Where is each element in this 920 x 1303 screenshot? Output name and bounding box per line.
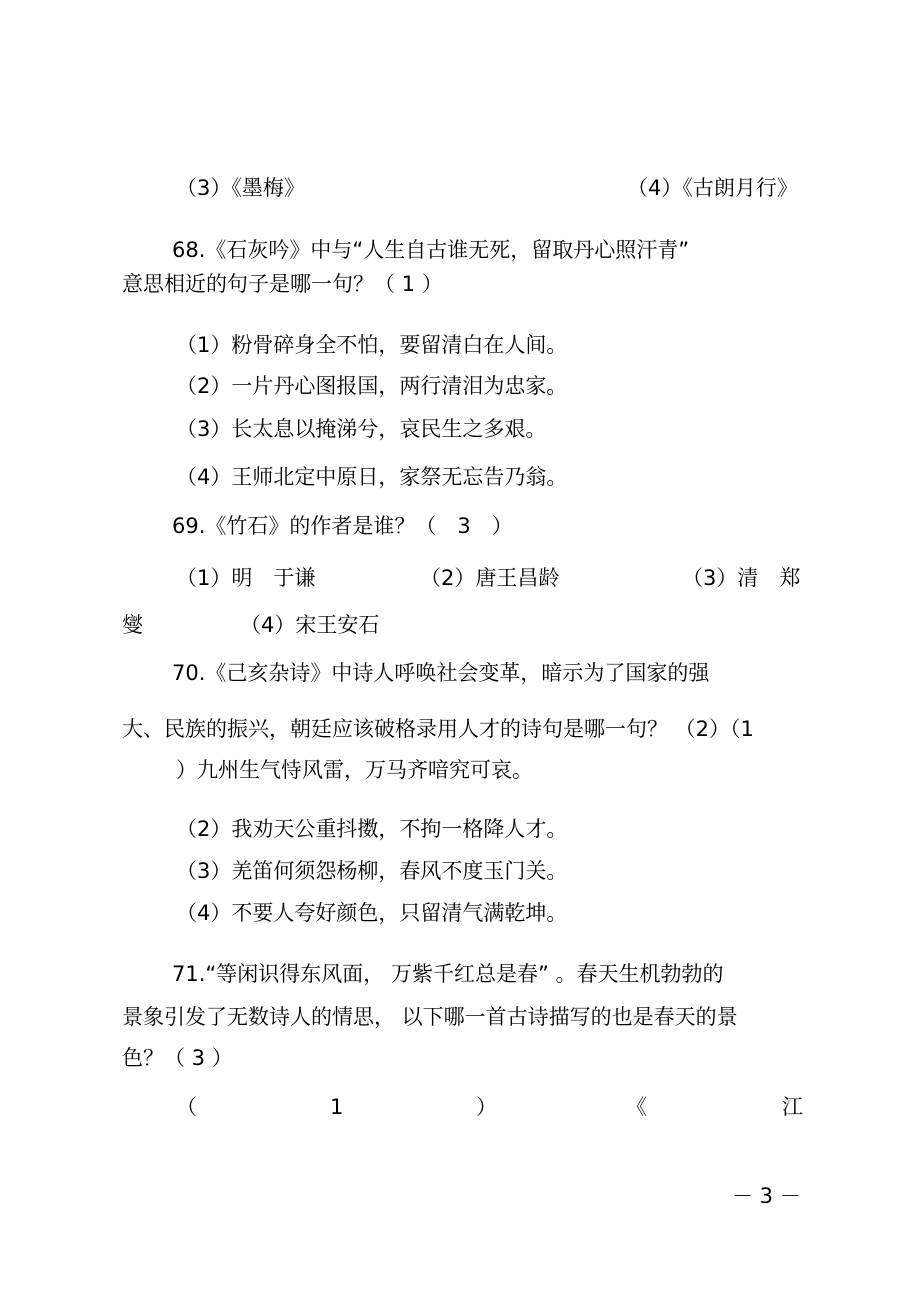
q71-stem-line-2: 景象引发了无数诗人的情思， 以下哪一首古诗描写的也是春天的景 [122, 1005, 738, 1029]
q71-option-1-number: 1 [330, 1095, 344, 1119]
q70-option-3: （3）羌笛何须怨杨柳，春风不度玉门关。 [176, 859, 568, 883]
q71-option-1-paren-close: ） [476, 1095, 497, 1119]
q69-option-3-continued: 燮 [122, 613, 143, 637]
q69-option-2: （2）唐王昌龄 [420, 566, 560, 590]
q71-stem-line-3: 色？（ 3 ） [122, 1046, 233, 1070]
q68-option-2: （2）一片丹心图报国，两行清泪为忠家。 [176, 374, 568, 398]
q69-option-3: （3）清 郑 [682, 566, 801, 590]
q70-stem-line-2: 大、民族的振兴，朝廷应该破格录用人才的诗句是哪一句？ （2）（1 [122, 717, 754, 741]
q68-option-1: （1）粉骨碎身全不怕，要留清白在人间。 [176, 333, 568, 357]
q70-stem-line-1: 70.《己亥杂诗》中诗人呼唤社会变革，暗示为了国家的强 [172, 661, 710, 685]
q71-option-1-title-start: 江 [782, 1095, 803, 1119]
q68-stem-line-1: 68.《石灰吟》中与“人生自古谁无死，留取丹心照汗青” [172, 238, 690, 262]
q70-option-1: ）九州生气恃风雷，万马齐喑究可哀。 [176, 758, 533, 782]
q71-option-1-paren-open: （ [176, 1095, 197, 1119]
q71-option-1-book-mark: 《 [626, 1095, 647, 1119]
page-number: － 3 － [732, 1184, 801, 1208]
q68-stem-line-2: 意思相近的句子是哪一句？（ 1 ） [122, 272, 443, 296]
q68-option-4: （4）王师北定中原日，家祭无忘告乃翁。 [176, 465, 568, 489]
q67-option-3: （3）《墨梅》 [176, 176, 305, 200]
q70-option-2: （2）我劝天公重抖擞，不拘一格降人才。 [176, 817, 568, 841]
q69-stem: 69.《竹石》的作者是谁？（ 3 ） [172, 514, 513, 538]
q67-option-4: （4）《古朗月行》 [627, 176, 798, 200]
q68-option-3: （3）长太息以掩涕兮，哀民生之多艰。 [176, 417, 547, 441]
q69-option-4: （4）宋王安石 [240, 613, 380, 637]
q69-option-1: （1）明 于谦 [176, 566, 316, 590]
q70-option-4: （4）不要人夸好颜色，只留清气满乾坤。 [176, 901, 568, 925]
q71-stem-line-1: 71.“等闲识得东风面， 万紫千红总是春” 。春天生机勃勃的 [172, 962, 724, 986]
